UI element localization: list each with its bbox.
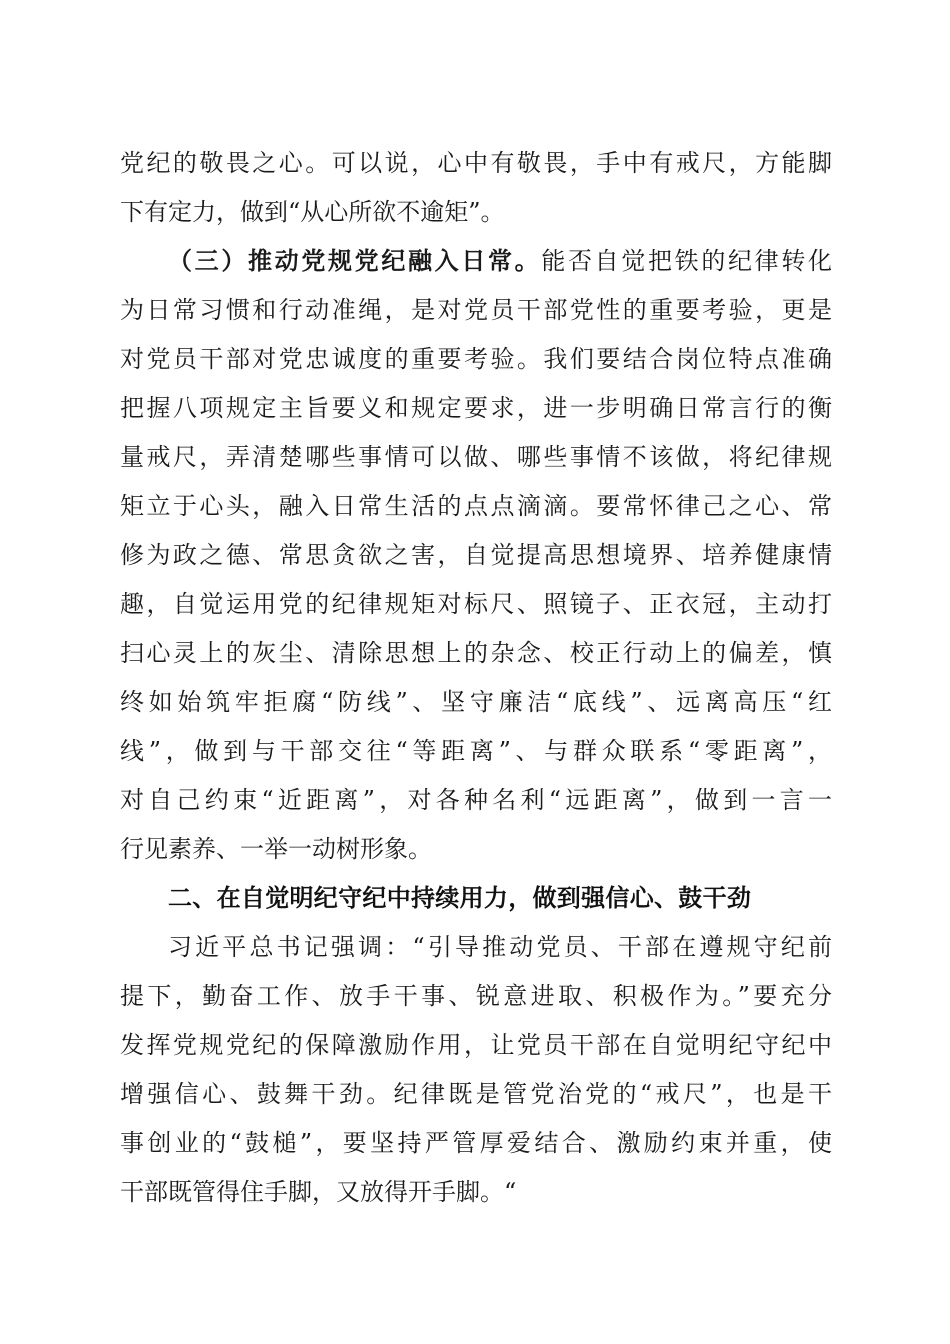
paragraph-line: 对自己约束“近距离”，对各种名利“远距离”，做到一言一 xyxy=(120,786,832,814)
paragraph-line: 干部既管得住手脚，又放得开手脚。“ xyxy=(120,1178,517,1206)
subsection-first-line xyxy=(120,237,832,286)
paragraph-line: 对党员干部对党忠诚度的重要考验。我们要结合岗位特点准确 xyxy=(120,345,832,373)
paragraph-line: 事创业的“鼓槌”，要坚持严管厚爱结合、激励约束并重，使 xyxy=(120,1129,832,1157)
paragraph-line: 行见素养、一举一动树形象。 xyxy=(120,835,432,863)
subsection-title: （三）推动党规党纪融入日常。 xyxy=(168,247,542,275)
paragraph-line: 提下，勤奋工作、放手干事、锐意进取、积极作为。”要充分 xyxy=(120,982,832,1010)
paragraph-line: 扫心灵上的灰尘、清除思想上的杂念、校正行动上的偏差，慎 xyxy=(120,639,832,667)
paragraph-text: 能否自觉把铁的纪律转化 xyxy=(541,247,833,275)
paragraph-line: 增强信心、鼓舞干劲。纪律既是管党治党的“戒尺”，也是干 xyxy=(120,1080,832,1108)
section-heading: 二、在自觉明纪守纪中持续用力，做到强信心、鼓干劲 xyxy=(168,884,752,912)
paragraph-line: 党纪的敬畏之心。可以说，心中有敬畏，手中有戒尺，方能脚 xyxy=(120,149,832,177)
paragraph-line: 矩立于心头，融入日常生活的点点滴滴。要常怀律己之心、常 xyxy=(120,492,832,520)
paragraph-line: 修为政之德、常思贪欲之害，自觉提高思想境界、培养健康情 xyxy=(120,541,832,569)
paragraph-line: 习近平总书记强调：“引导推动党员、干部在遵规守纪前 xyxy=(168,933,832,961)
paragraph-line: 终如始筑牢拒腐“防线”、坚守廉洁“底线”、远离高压“红 xyxy=(120,688,832,716)
paragraph-line: 趣，自觉运用党的纪律规矩对标尺、照镜子、正衣冠，主动打 xyxy=(120,590,832,618)
paragraph-line: 量戒尺，弄清楚哪些事情可以做、哪些事情不该做，将纪律规 xyxy=(120,443,832,471)
paragraph-line: 下有定力，做到“从心所欲不逾矩”。 xyxy=(120,198,505,226)
paragraph-line: 为日常习惯和行动准绳，是对党员干部党性的重要考验，更是 xyxy=(120,296,832,324)
paragraph-line: 把握八项规定主旨要义和规定要求，进一步明确日常言行的衡 xyxy=(120,394,832,422)
document-body xyxy=(120,139,832,1217)
paragraph-line: 发挥党规党纪的保障激励作用，让党员干部在自觉明纪守纪中 xyxy=(120,1031,832,1059)
paragraph-line: 线”，做到与干部交往“等距离”、与群众联系“零距离”， xyxy=(120,737,832,765)
